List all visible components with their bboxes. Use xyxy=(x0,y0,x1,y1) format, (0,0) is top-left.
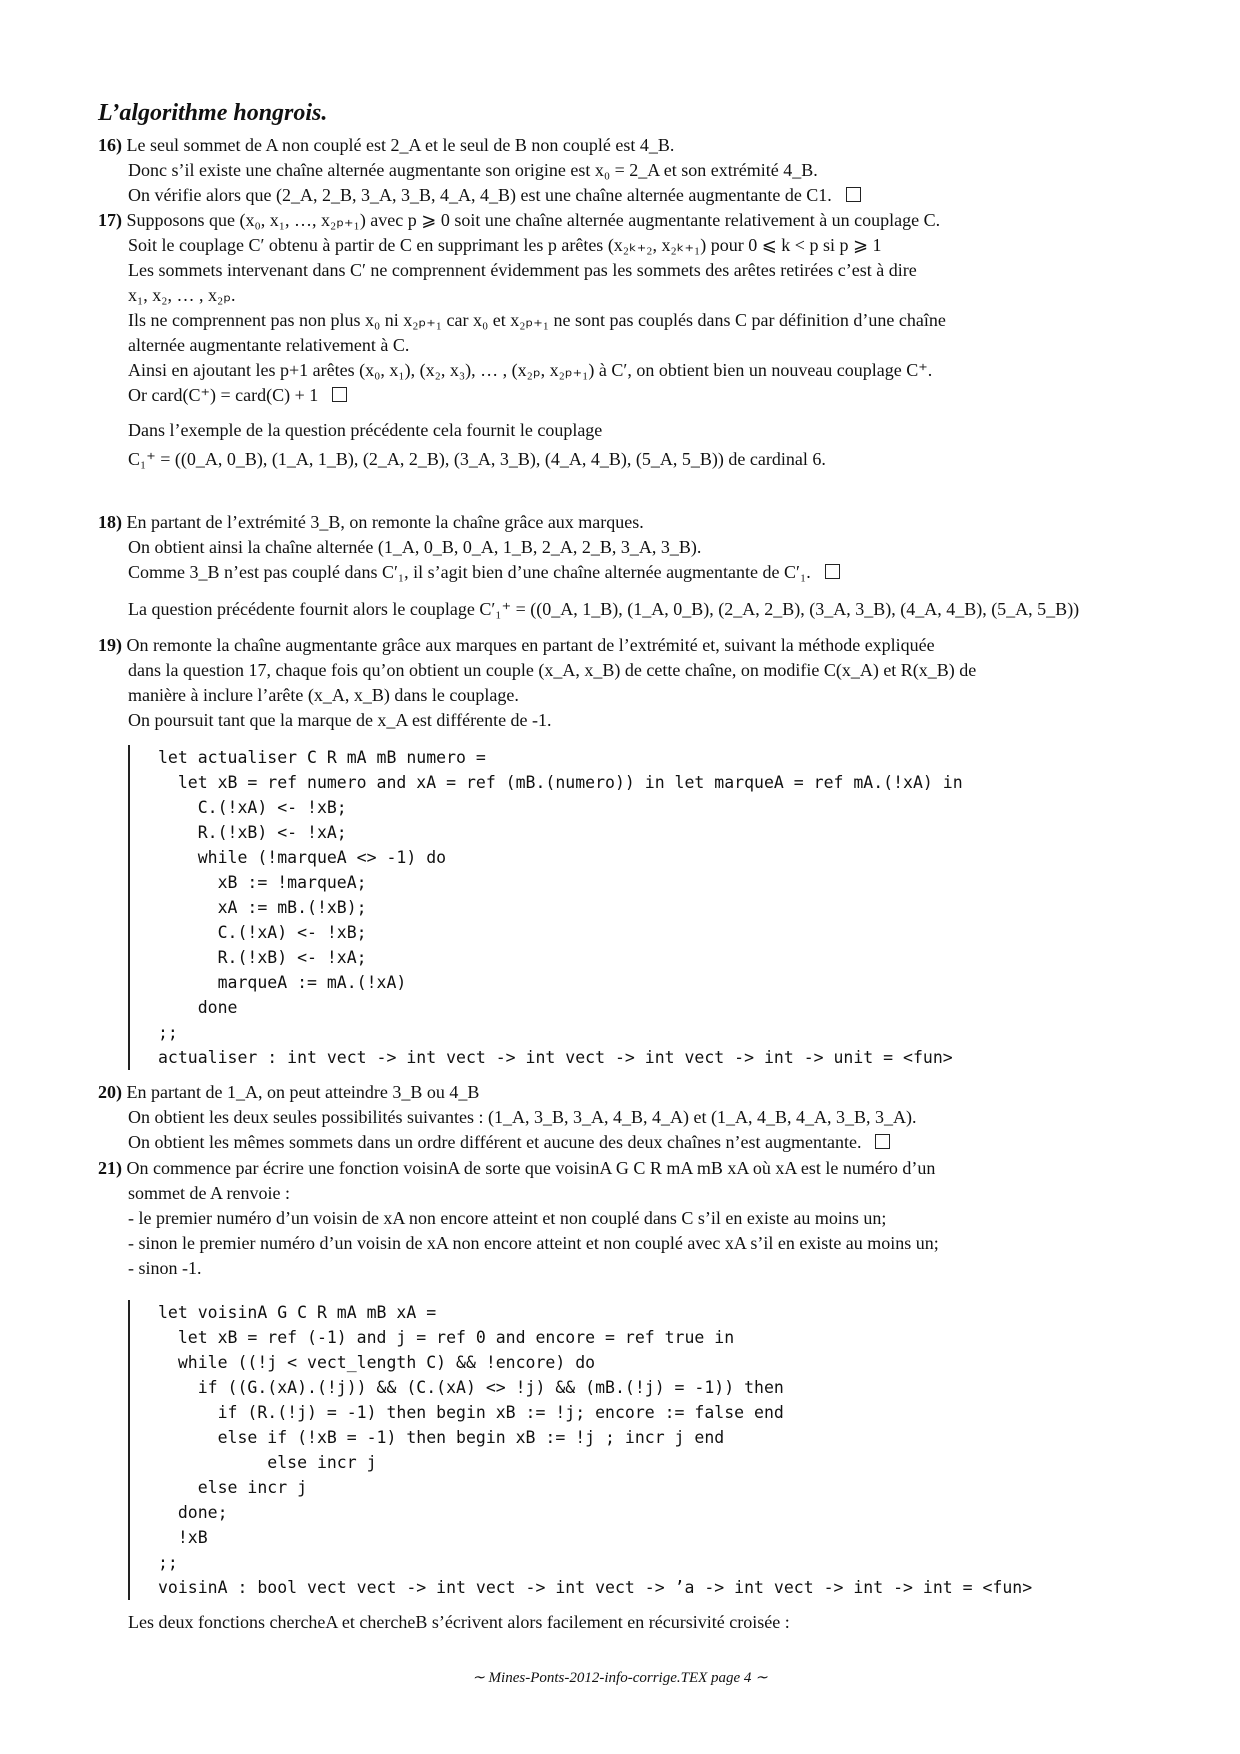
code-line: let xB = ref (-1) and j = ref 0 and encore = ref true in xyxy=(158,1328,735,1347)
text-line: - le premier numéro d’un voisin de xA non encore atteint et non couplé dans C s’il en existe au moins un; xyxy=(128,1208,887,1228)
code-line: marqueA := mA.(!xA) xyxy=(158,973,407,992)
question-number: 18) xyxy=(98,512,122,532)
code-line: else incr j xyxy=(158,1453,377,1472)
text-line: x₁, x₂, … , x₂ₚ. xyxy=(128,285,236,305)
question-number: 17) xyxy=(98,210,122,230)
text-line: En partant de l’extrémité 3_B, on remonte la chaîne grâce aux marques. xyxy=(126,512,644,532)
code-line: let voisinA G C R mA mB xA = xyxy=(158,1303,437,1322)
text-line: On obtient les mêmes sommets dans un ordre différent et aucune des deux chaînes n’est augmentante. xyxy=(128,1132,862,1152)
code-line: let xB = ref numero and xA = ref (mB.(numero)) in let marqueA = ref mA.(!xA) in xyxy=(158,773,963,792)
text-line: On remonte la chaîne augmentante grâce aux marques en partant de l’extrémité et, suivant la méthode expliquée xyxy=(126,635,935,655)
text-line: On vérifie alors que (2_A, 2_B, 3_A, 3_B, 4_A, 4_B) est une chaîne alternée augmentante de C1. xyxy=(128,185,832,205)
question-19 xyxy=(98,633,1158,733)
code-block-actualiser xyxy=(128,745,963,1070)
question-number: 21) xyxy=(98,1158,122,1178)
text-line: sommet de A renvoie : xyxy=(128,1183,290,1203)
code-line: ;; xyxy=(158,1553,178,1572)
text-line: En partant de 1_A, on peut atteindre 3_B ou 4_B xyxy=(126,1082,480,1102)
text-line: manière à inclure l’arête (x_A, x_B) dans le couplage. xyxy=(128,685,519,705)
text-line: - sinon -1. xyxy=(128,1258,202,1278)
qed-square-icon xyxy=(875,1134,890,1149)
qed-square-icon xyxy=(825,564,840,579)
code-line: while ((!j < vect_length C) && !encore) do xyxy=(158,1353,596,1372)
code-line: voisinA : bool vect vect -> int vect -> int vect -> ’a -> int vect -> int -> int = <fun> xyxy=(158,1578,1033,1597)
text-line: Comme 3_B n’est pas couplé dans C′₁, il s’agit bien d’une chaîne alternée augmentante de C′₁. xyxy=(128,562,811,582)
qed-square-icon xyxy=(332,387,347,402)
code-line: ;; xyxy=(158,1023,178,1042)
question-number: 16) xyxy=(98,135,122,155)
code-line: C.(!xA) <- !xB; xyxy=(158,923,367,942)
code-block-voisinA xyxy=(128,1300,1032,1600)
code-line: C.(!xA) <- !xB; xyxy=(158,798,347,817)
text-line: On poursuit tant que la marque de x_A est différente de -1. xyxy=(128,710,552,730)
text-line: Ainsi en ajoutant les p+1 arêtes (x₀, x₁), (x₂, x₃), … , (x₂ₚ, x₂ₚ₊₁) à C′, on obtient bien un nouveau couplage C⁺. xyxy=(128,360,933,380)
question-number: 19) xyxy=(98,635,122,655)
question-18 xyxy=(98,510,1158,622)
question-17 xyxy=(98,208,1158,472)
code-line: else if (!xB = -1) then begin xB := !j ; incr j end xyxy=(158,1428,725,1447)
code-line: if ((G.(xA).(!j)) && (C.(xA) <> !j) && (mB.(!j) = -1)) then xyxy=(158,1378,784,1397)
text-line: Le seul sommet de A non couplé est 2_A et le seul de B non couplé est 4_B. xyxy=(126,135,675,155)
text-line: Les sommets intervenant dans C′ ne comprennent évidemment pas les sommets des arêtes retirées c’est à dire xyxy=(128,260,917,280)
text-line: On commence par écrire une fonction voisinA de sorte que voisinA G C R mA mB xA où xA est le numéro d’un xyxy=(126,1158,936,1178)
question-16 xyxy=(98,133,1158,208)
section-title: L’algorithme hongrois. xyxy=(98,100,328,126)
text-line: On obtient les deux seules possibilités suivantes : (1_A, 3_B, 3_A, 4_B, 4_A) et (1_A, 4_B, 4_A, 3_B, 3_A). xyxy=(128,1107,917,1127)
code-line: done; xyxy=(158,1503,228,1522)
qed-square-icon xyxy=(846,187,861,202)
code-line: if (R.(!j) = -1) then begin xB := !j; encore := false end xyxy=(158,1403,784,1422)
formula-line: La question précédente fournit alors le couplage C′₁⁺ = ((0_A, 1_B), (1_A, 0_B), (2_A, 2_B), (3_A, 3_B), (4_A, 4_B), (5_A, 5_B)) xyxy=(128,599,1080,619)
text-line: Dans l’exemple de la question précédente cela fournit le couplage xyxy=(128,420,603,440)
text-line: Ils ne comprennent pas non plus x₀ ni x₂ₚ₊₁ car x₀ et x₂ₚ₊₁ ne sont pas couplés dans C par définition d’une chaîne xyxy=(128,310,946,330)
text-line: alternée augmentante relativement à C. xyxy=(128,335,410,355)
text-line: On obtient ainsi la chaîne alternée (1_A, 0_B, 0_A, 1_B, 2_A, 2_B, 3_A, 3_B). xyxy=(128,537,702,557)
text-line: Donc s’il existe une chaîne alternée augmentante son origine est x₀ = 2_A et son extrémité 4_B. xyxy=(128,160,818,180)
code-line: else incr j xyxy=(158,1478,308,1497)
page-footer: ∼ Mines-Ponts-2012-info-corrige.TEX page 4 ∼ xyxy=(472,1670,768,1686)
text-line: - sinon le premier numéro d’un voisin de xA non encore atteint et non couplé avec xA s’il en existe au moins un; xyxy=(128,1233,939,1253)
question-20 xyxy=(98,1080,1158,1155)
code-line: xA := mB.(!xB); xyxy=(158,898,367,917)
text-line: Or card(C⁺) = card(C) + 1 xyxy=(128,385,319,405)
code-line: while (!marqueA <> -1) do xyxy=(158,848,447,867)
question-21 xyxy=(98,1156,1158,1281)
code-line: R.(!xB) <- !xA; xyxy=(158,823,347,842)
code-line: !xB xyxy=(158,1528,208,1547)
code-line: let actualiser C R mA mB numero = xyxy=(158,748,486,767)
code-line: actualiser : int vect -> int vect -> int vect -> int vect -> int -> unit = <fun> xyxy=(158,1048,953,1067)
text-line: Soit le couplage C′ obtenu à partir de C en supprimant les p arêtes (x₂ₖ₊₂, x₂ₖ₊₁) pour 0 ⩽ k < p si p ⩾ 1 xyxy=(128,235,882,255)
closing-text: Les deux fonctions chercheA et chercheB s’écrivent alors facilement en récursivité croisée : xyxy=(128,1612,790,1632)
text-line: dans la question 17, chaque fois qu’on obtient un couple (x_A, x_B) de cette chaîne, on modifie C(x_A) et R(x_B) de xyxy=(128,660,977,680)
code-line: xB := !marqueA; xyxy=(158,873,367,892)
code-line: R.(!xB) <- !xA; xyxy=(158,948,367,967)
text-line: Supposons que (x₀, x₁, …, x₂ₚ₊₁) avec p ⩾ 0 soit une chaîne alternée augmentante relativement à un couplage C. xyxy=(126,210,941,230)
formula-line: C₁⁺ = ((0_A, 0_B), (1_A, 1_B), (2_A, 2_B), (3_A, 3_B), (4_A, 4_B), (5_A, 5_B)) de cardinal 6. xyxy=(128,449,826,469)
question-number: 20) xyxy=(98,1082,122,1102)
code-line: done xyxy=(158,998,238,1017)
